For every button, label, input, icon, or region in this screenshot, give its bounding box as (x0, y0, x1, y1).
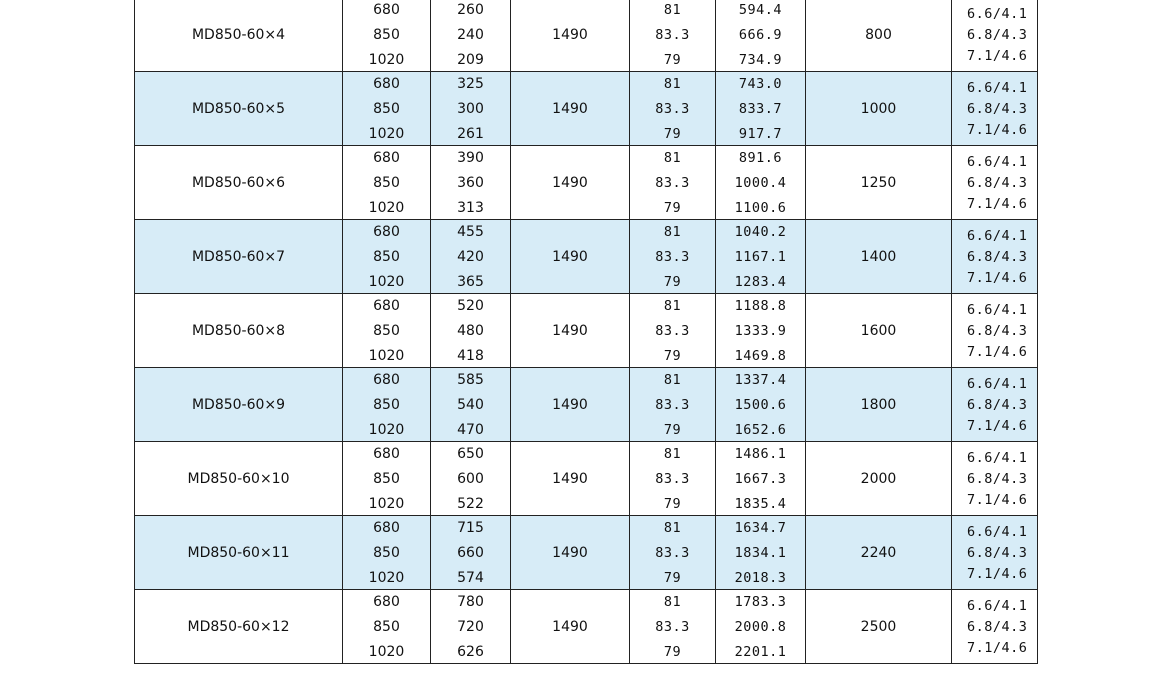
flow-value: 680 (373, 298, 400, 314)
shaft-power-value: 1337.4 (734, 372, 787, 388)
efficiency-value: 81 (663, 224, 682, 240)
model-value: MD850-60×6 (191, 174, 286, 191)
head-cell (431, 220, 511, 294)
table-row (135, 442, 1038, 516)
speed-cell (511, 442, 630, 516)
model-value: MD850-60×5 (191, 100, 286, 117)
shaft-power-value: 1652.6 (734, 422, 787, 438)
shaft-power-value: 1783.3 (734, 594, 787, 610)
model-value: MD850-60×8 (191, 322, 286, 339)
flow-value: 680 (373, 594, 400, 610)
speed-value: 1490 (552, 396, 588, 413)
table-row (135, 220, 1038, 294)
flow-value: 850 (373, 545, 400, 561)
npsh-value: 6.6/4.1 (967, 376, 1028, 392)
speed-value: 1490 (552, 174, 588, 191)
flow-cell (343, 590, 431, 664)
motor-power-cell (806, 368, 952, 442)
shaft-power-value: 666.9 (738, 27, 783, 43)
head-cell (431, 294, 511, 368)
speed-cell (511, 146, 630, 220)
efficiency-value: 79 (663, 52, 682, 68)
efficiency-value: 83.3 (655, 175, 690, 191)
npsh-value: 7.1/4.6 (967, 566, 1028, 582)
npsh-value: 6.8/4.3 (967, 249, 1028, 265)
efficiency-value: 81 (663, 520, 682, 536)
npsh-cell (952, 590, 1038, 664)
head-value: 626 (457, 644, 484, 660)
flow-value: 850 (373, 101, 400, 117)
npsh-value: 7.1/4.6 (967, 48, 1028, 64)
shaft-power-value: 1167.1 (734, 249, 787, 265)
shaft-power-cell (716, 72, 806, 146)
efficiency-value: 79 (663, 126, 682, 142)
table-row (135, 516, 1038, 590)
speed-cell (511, 0, 630, 72)
flow-value: 680 (373, 150, 400, 166)
npsh-value: 6.6/4.1 (967, 302, 1028, 318)
shaft-power-value: 1834.1 (734, 545, 787, 561)
efficiency-value: 81 (663, 372, 682, 388)
efficiency-value: 83.3 (655, 27, 690, 43)
npsh-value: 6.8/4.3 (967, 323, 1028, 339)
shaft-power-cell (716, 146, 806, 220)
flow-value: 680 (373, 76, 400, 92)
npsh-value: 6.6/4.1 (967, 154, 1028, 170)
efficiency-value: 79 (663, 570, 682, 586)
npsh-cell (952, 442, 1038, 516)
shaft-power-cell (716, 442, 806, 516)
flow-value: 1020 (368, 274, 405, 290)
model-value: MD850-60×4 (191, 26, 286, 43)
shaft-power-value: 1835.4 (734, 496, 787, 512)
model-cell (135, 72, 343, 146)
npsh-value: 6.6/4.1 (967, 6, 1028, 22)
shaft-power-value: 1283.4 (734, 274, 787, 290)
head-value: 585 (457, 372, 484, 388)
shaft-power-value: 1667.3 (734, 471, 787, 487)
flow-value: 680 (373, 2, 400, 18)
efficiency-value: 81 (663, 594, 682, 610)
efficiency-value: 79 (663, 274, 682, 290)
shaft-power-value: 2018.3 (734, 570, 787, 586)
efficiency-value: 81 (663, 2, 682, 18)
flow-value: 850 (373, 27, 400, 43)
flow-value: 850 (373, 619, 400, 635)
efficiency-value: 79 (663, 348, 682, 364)
head-value: 650 (457, 446, 484, 462)
flow-cell (343, 294, 431, 368)
npsh-value: 7.1/4.6 (967, 344, 1028, 360)
motor-power-value: 1400 (860, 248, 897, 265)
efficiency-cell (630, 72, 716, 146)
flow-value: 850 (373, 471, 400, 487)
table-row (135, 72, 1038, 146)
motor-power-value: 1000 (860, 100, 897, 117)
head-value: 520 (457, 298, 484, 314)
npsh-cell (952, 0, 1038, 72)
model-cell (135, 590, 343, 664)
efficiency-value: 83.3 (655, 101, 690, 117)
shaft-power-value: 1634.7 (734, 520, 787, 536)
motor-power-cell (806, 294, 952, 368)
efficiency-cell (630, 516, 716, 590)
efficiency-value: 81 (663, 446, 682, 462)
motor-power-cell (806, 220, 952, 294)
motor-power-cell (806, 590, 952, 664)
npsh-value: 7.1/4.6 (967, 640, 1028, 656)
head-value: 300 (457, 101, 484, 117)
head-value: 418 (457, 348, 484, 364)
model-cell (135, 442, 343, 516)
efficiency-value: 83.3 (655, 619, 690, 635)
motor-power-cell (806, 146, 952, 220)
npsh-value: 7.1/4.6 (967, 196, 1028, 212)
flow-value: 1020 (368, 644, 405, 660)
flow-value: 1020 (368, 496, 405, 512)
speed-cell (511, 590, 630, 664)
shaft-power-cell (716, 590, 806, 664)
shaft-power-value: 1500.6 (734, 397, 787, 413)
efficiency-value: 81 (663, 298, 682, 314)
model-cell (135, 0, 343, 72)
speed-cell (511, 72, 630, 146)
head-value: 240 (457, 27, 484, 43)
model-value: MD850-60×10 (187, 470, 290, 487)
flow-value: 680 (373, 520, 400, 536)
efficiency-cell (630, 368, 716, 442)
flow-value: 1020 (368, 422, 405, 438)
model-value: MD850-60×12 (187, 618, 290, 635)
head-value: 325 (457, 76, 484, 92)
head-value: 209 (457, 52, 484, 68)
speed-value: 1490 (552, 544, 588, 561)
head-cell (431, 590, 511, 664)
npsh-value: 6.8/4.3 (967, 175, 1028, 191)
npsh-cell (952, 72, 1038, 146)
speed-cell (511, 368, 630, 442)
motor-power-value: 2500 (860, 618, 897, 635)
head-value: 455 (457, 224, 484, 240)
table-row (135, 368, 1038, 442)
head-cell (431, 368, 511, 442)
efficiency-cell (630, 146, 716, 220)
pump-spec-table (134, 0, 1038, 664)
head-value: 522 (457, 496, 484, 512)
motor-power-cell (806, 0, 952, 72)
npsh-value: 6.8/4.3 (967, 471, 1028, 487)
efficiency-cell (630, 590, 716, 664)
head-cell (431, 442, 511, 516)
head-value: 390 (457, 150, 484, 166)
head-value: 360 (457, 175, 484, 191)
speed-value: 1490 (552, 248, 588, 265)
head-value: 720 (457, 619, 484, 635)
motor-power-value: 1250 (860, 174, 897, 191)
npsh-value: 6.6/4.1 (967, 524, 1028, 540)
efficiency-value: 83.3 (655, 323, 690, 339)
head-value: 480 (457, 323, 484, 339)
npsh-value: 6.6/4.1 (967, 80, 1028, 96)
shaft-power-value: 743.0 (738, 76, 783, 92)
flow-value: 1020 (368, 126, 405, 142)
npsh-cell (952, 220, 1038, 294)
flow-value: 1020 (368, 200, 405, 216)
npsh-value: 6.8/4.3 (967, 619, 1028, 635)
efficiency-value: 79 (663, 422, 682, 438)
head-value: 261 (457, 126, 484, 142)
head-cell (431, 0, 511, 72)
motor-power-cell (806, 516, 952, 590)
speed-value: 1490 (552, 618, 588, 635)
efficiency-cell (630, 220, 716, 294)
shaft-power-cell (716, 220, 806, 294)
motor-power-value: 1600 (860, 322, 897, 339)
speed-value: 1490 (552, 470, 588, 487)
efficiency-value: 79 (663, 200, 682, 216)
flow-value: 1020 (368, 348, 405, 364)
flow-cell (343, 0, 431, 72)
flow-cell (343, 72, 431, 146)
flow-value: 850 (373, 249, 400, 265)
model-cell (135, 146, 343, 220)
efficiency-value: 81 (663, 76, 682, 92)
efficiency-value: 83.3 (655, 249, 690, 265)
motor-power-value: 2000 (860, 470, 897, 487)
npsh-cell (952, 146, 1038, 220)
flow-value: 680 (373, 224, 400, 240)
speed-cell (511, 294, 630, 368)
model-cell (135, 294, 343, 368)
shaft-power-value: 2000.8 (734, 619, 787, 635)
npsh-value: 6.8/4.3 (967, 101, 1028, 117)
efficiency-value: 79 (663, 644, 682, 660)
shaft-power-cell (716, 294, 806, 368)
efficiency-cell (630, 0, 716, 72)
motor-power-value: 800 (865, 26, 892, 43)
head-value: 313 (457, 200, 484, 216)
efficiency-cell (630, 442, 716, 516)
npsh-value: 7.1/4.6 (967, 122, 1028, 138)
speed-value: 1490 (552, 26, 588, 43)
flow-value: 680 (373, 372, 400, 388)
model-cell (135, 516, 343, 590)
head-value: 574 (457, 570, 484, 586)
motor-power-cell (806, 442, 952, 516)
shaft-power-value: 1333.9 (734, 323, 787, 339)
shaft-power-value: 1000.4 (734, 175, 787, 191)
motor-power-value: 1800 (860, 396, 897, 413)
flow-cell (343, 146, 431, 220)
npsh-value: 7.1/4.6 (967, 492, 1028, 508)
npsh-value: 7.1/4.6 (967, 270, 1028, 286)
flow-value: 1020 (368, 52, 405, 68)
shaft-power-value: 917.7 (738, 126, 783, 142)
shaft-power-value: 594.4 (738, 2, 783, 18)
efficiency-value: 81 (663, 150, 682, 166)
shaft-power-value: 1100.6 (734, 200, 787, 216)
efficiency-value: 83.3 (655, 471, 690, 487)
shaft-power-value: 1486.1 (734, 446, 787, 462)
flow-value: 850 (373, 323, 400, 339)
speed-cell (511, 220, 630, 294)
efficiency-value: 83.3 (655, 545, 690, 561)
head-value: 365 (457, 274, 484, 290)
table-row (135, 294, 1038, 368)
table-row (135, 146, 1038, 220)
flow-cell (343, 368, 431, 442)
head-value: 715 (457, 520, 484, 536)
head-cell (431, 72, 511, 146)
model-value: MD850-60×11 (187, 544, 290, 561)
model-cell (135, 368, 343, 442)
efficiency-value: 79 (663, 496, 682, 512)
npsh-cell (952, 294, 1038, 368)
head-value: 260 (457, 2, 484, 18)
shaft-power-value: 833.7 (738, 101, 783, 117)
speed-value: 1490 (552, 322, 588, 339)
shaft-power-value: 1469.8 (734, 348, 787, 364)
shaft-power-value: 891.6 (738, 150, 783, 166)
shaft-power-cell (716, 368, 806, 442)
head-value: 540 (457, 397, 484, 413)
shaft-power-value: 1040.2 (734, 224, 787, 240)
shaft-power-value: 2201.1 (734, 644, 787, 660)
shaft-power-cell (716, 516, 806, 590)
efficiency-value: 83.3 (655, 397, 690, 413)
npsh-value: 6.8/4.3 (967, 397, 1028, 413)
flow-value: 850 (373, 397, 400, 413)
speed-cell (511, 516, 630, 590)
npsh-value: 7.1/4.6 (967, 418, 1028, 434)
npsh-cell (952, 368, 1038, 442)
model-value: MD850-60×7 (191, 248, 286, 265)
shaft-power-cell (716, 0, 806, 72)
head-cell (431, 146, 511, 220)
model-cell (135, 220, 343, 294)
flow-value: 850 (373, 175, 400, 191)
head-value: 780 (457, 594, 484, 610)
motor-power-cell (806, 72, 952, 146)
shaft-power-value: 734.9 (738, 52, 783, 68)
flow-cell (343, 220, 431, 294)
head-value: 600 (457, 471, 484, 487)
shaft-power-value: 1188.8 (734, 298, 787, 314)
speed-value: 1490 (552, 100, 588, 117)
table-row (135, 0, 1038, 72)
motor-power-value: 2240 (860, 544, 897, 561)
table-row (135, 590, 1038, 664)
flow-cell (343, 516, 431, 590)
head-value: 470 (457, 422, 484, 438)
table-body (135, 0, 1038, 664)
head-cell (431, 516, 511, 590)
head-value: 420 (457, 249, 484, 265)
efficiency-cell (630, 294, 716, 368)
npsh-value: 6.8/4.3 (967, 27, 1028, 43)
npsh-value: 6.8/4.3 (967, 545, 1028, 561)
flow-cell (343, 442, 431, 516)
model-value: MD850-60×9 (191, 396, 286, 413)
flow-value: 680 (373, 446, 400, 462)
flow-value: 1020 (368, 570, 405, 586)
head-value: 660 (457, 545, 484, 561)
npsh-value: 6.6/4.1 (967, 450, 1028, 466)
npsh-value: 6.6/4.1 (967, 228, 1028, 244)
npsh-value: 6.6/4.1 (967, 598, 1028, 614)
npsh-cell (952, 516, 1038, 590)
